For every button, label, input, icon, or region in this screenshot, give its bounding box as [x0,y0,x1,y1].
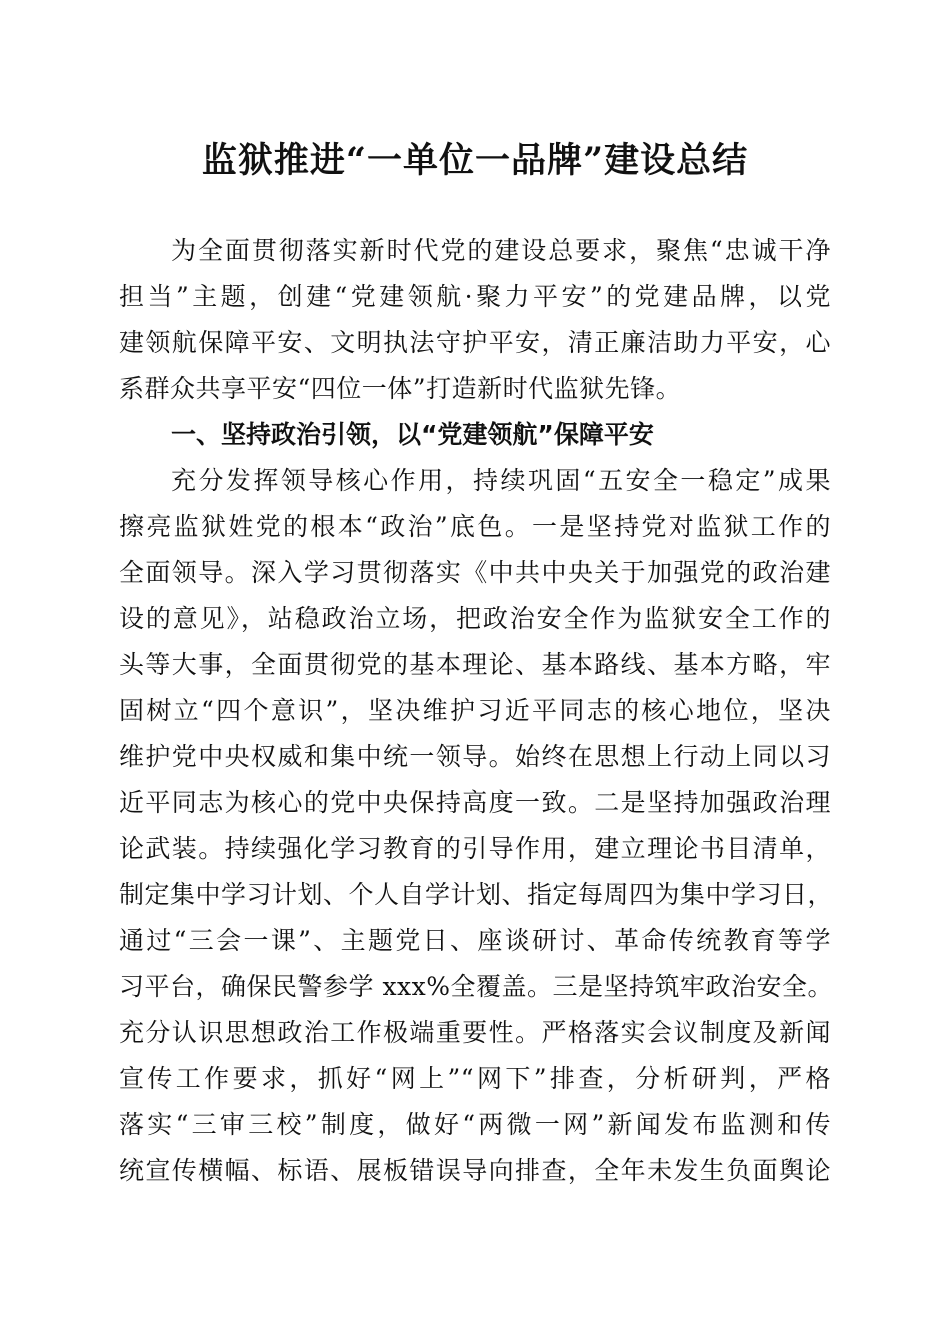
body-line: 头等大事，全面贯彻党的基本理论、基本路线、基本方略，牢 [119,650,831,679]
intro-line: 为全面贯彻落实新时代党的建设总要求，聚焦“忠诚干净 [171,236,831,265]
document-body [119,228,834,1194]
body-line: 维护党中央权威和集中统一领导。始终在思想上行动上同以习 [119,742,831,771]
body-line: 制定集中学习计划、个人自学计划、指定每周四为集中学习日， [119,880,834,909]
body-line: 固树立“四个意识”，坚决维护习近平同志的核心地位，坚决 [119,696,831,725]
intro-line: 担当”主题，创建“党建领航·聚力平安”的党建品牌，以党 [119,282,831,311]
body-line: 充分发挥领导核心作用，持续巩固“五安全一稳定”成果 [171,466,831,495]
body-line: 统宣传横幅、标语、展板错误导向排查，全年未发生负面舆论 [119,1156,831,1185]
intro-line: 系群众共享平安“四位一体”打造新时代监狱先锋。 [119,374,682,403]
section-heading: 一、坚持政治引领，以“党建领航”保障平安 [171,420,654,449]
body-line: 擦亮监狱姓党的根本“政治”底色。一是坚持党对监狱工作的 [119,512,831,541]
intro-line: 建领航保障平安、文明执法守护平安，清正廉洁助力平安，心 [119,328,831,357]
body-line: 通过“三会一课”、主题党日、座谈研讨、革命传统教育等学 [119,926,831,955]
body-line: 落实“三审三校”制度，做好“两微一网”新闻发布监测和传 [119,1110,831,1139]
body-line: 近平同志为核心的党中央保持高度一致。二是坚持加强政治理 [119,788,831,817]
body-line: 设的意见》，站稳政治立场，把政治安全作为监狱安全工作的 [119,604,831,633]
body-line: 充分认识思想政治工作极端重要性。严格落实会议制度及新闻 [119,1018,831,1047]
body-line: 宣传工作要求，抓好“网上”“网下”排查，分析研判，严格 [119,1064,831,1093]
body-line: 习平台，确保民警参学 xxx%全覆盖。三是坚持筑牢政治安全。 [119,972,834,1001]
body-line: 论武装。持续强化学习教育的引导作用，建立理论书目清单， [119,834,831,863]
document-title: 监狱推进“一单位一品牌”建设总结 [201,140,749,181]
body-line: 全面领导。深入学习贯彻落实《中共中央关于加强党的政治建 [119,558,831,587]
